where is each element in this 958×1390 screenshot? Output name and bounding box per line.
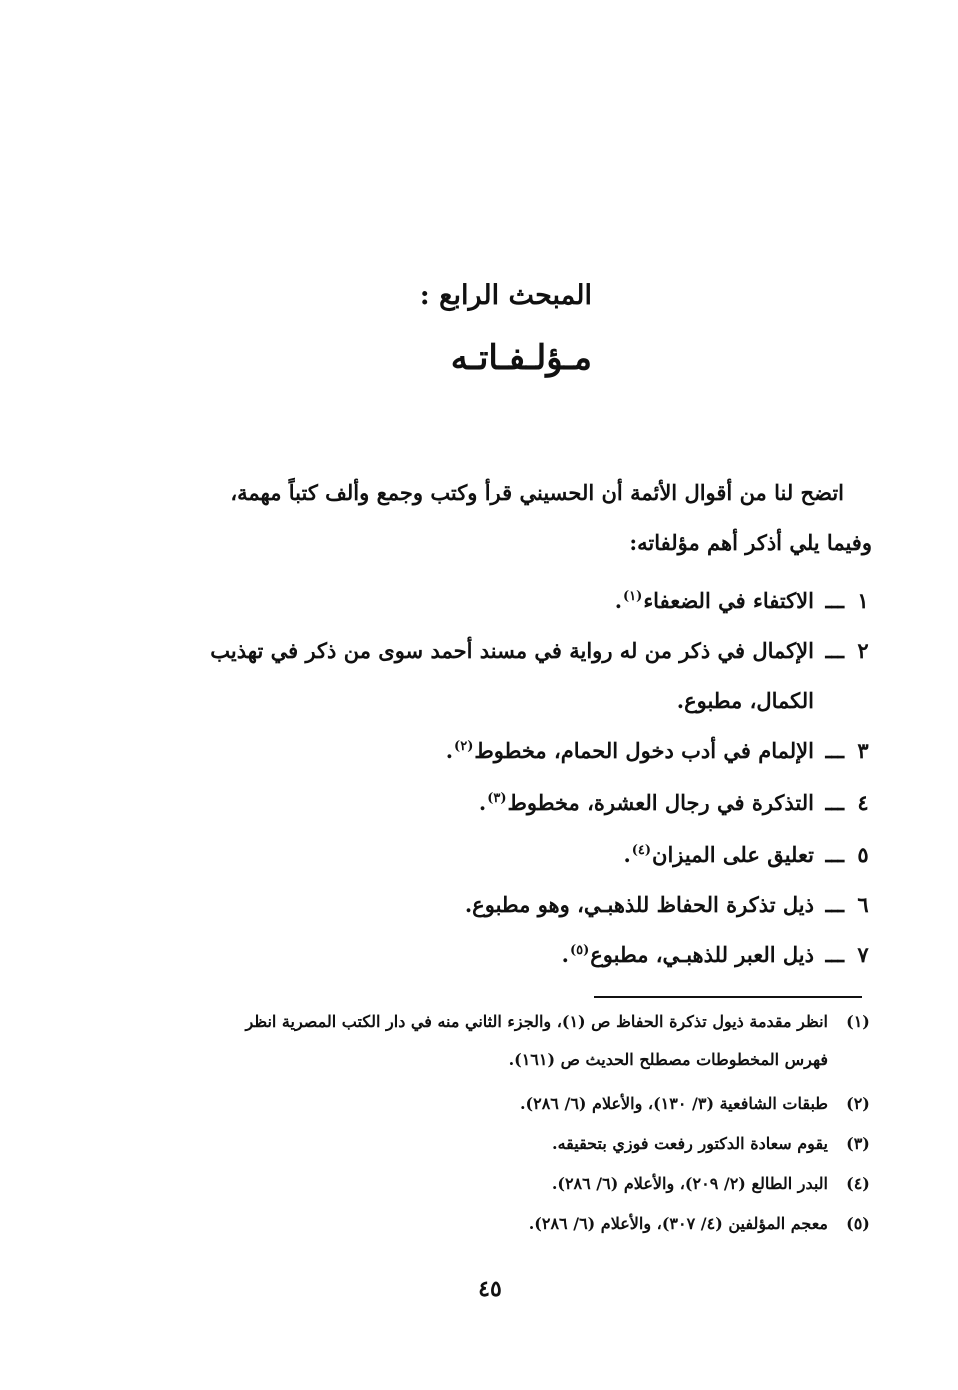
item-title: تعليق على الميزان [652,842,814,867]
footnote-text: طبقات الشافعية (٣/ ١٣٠)، والأعلام (٦/ ٢٨٦). [519,1094,828,1113]
item-number: ٣ [857,738,869,763]
item-number: ٤ [857,790,869,815]
footnote-number: (٣) [846,1134,870,1153]
item-number: ٧ [857,942,869,967]
item-title: ذيل العبر للذهبـي، مطبوع [590,942,814,967]
footnote-number: (٤) [846,1174,870,1193]
item-text: الإكمال في ذكر من له رواية في مسند أحمد سوى من ذكر في تهذيب [210,638,814,663]
item-dash: ـــ [825,638,844,663]
footnote-number: (٢) [846,1094,870,1113]
item-number: ٥ [857,842,869,867]
footnote-text: انظر مقدمة ذيول تذكرة الحفاظ ص (١)، والجزء الثاني منه في دار الكتب المصرية انظر [245,1012,828,1031]
footnote [126,1214,872,1248]
item-text [623,842,814,867]
item-text-continued: الكمال، مطبوع. [676,688,814,713]
item-dash: ـــ [825,842,844,867]
item-tail: . [623,842,631,867]
list-item [126,790,872,832]
footnote [126,1012,872,1069]
footnote-marker: (١) [623,589,643,604]
item-tail: . [478,790,487,815]
footnote [126,1174,872,1208]
item-number: ٢ [857,638,869,663]
footnote-text-continued: فهرس المخطوطات مصطلح الحديث ص (١٦١). [508,1050,828,1069]
footnote-marker: (٢) [454,739,474,754]
list-item [126,842,872,884]
item-tail: . [561,942,569,967]
footnote-marker: (٣) [487,791,507,806]
footnote-text: يقوم سعادة الدكتور رفعت فوزي بتحقيقه. [552,1134,828,1153]
intro-line-2: وفيما يلي أذكر أهم مؤلفاته: [629,530,872,555]
footnote-marker: (٤) [631,843,652,858]
list-item [126,588,872,630]
item-text [446,738,814,763]
item-dash: ـــ [825,738,844,763]
item-dash: ـــ [825,790,844,815]
item-dash: ـــ [825,892,844,917]
list-item [126,738,872,780]
item-title: التذكرة في رجال العشرة، مخطوط [507,790,814,815]
list-item-continuation [126,688,872,730]
item-dash: ـــ [825,588,844,613]
footnote-number: (٥) [846,1214,870,1233]
page-number: ٤٥ [478,1276,502,1302]
item-number: ١ [857,588,869,613]
item-text: ذيل تذكرة الحفاظ للذهبـي، وهو مطبوع. [464,892,814,917]
list-item [126,638,872,680]
footnote-text: معجم المؤلفين (٤/ ٣٠٧)، والأعلام (٦/ ٢٨٦). [528,1214,828,1233]
list-item [126,942,872,984]
footnote [126,1094,872,1128]
footnote [126,1134,872,1168]
footnote-separator [594,996,862,998]
item-title: الإلمام في أدب دخول الحمام، مخطوط [474,738,814,763]
footnote-number: (١) [846,1012,870,1031]
list-item [126,892,872,934]
item-dash: ـــ [825,942,844,967]
intro-line-1: اتضح لنا من أقوال الأئمة أن الحسيني قرأ وكتب وجمع وألف كتباً مهمة، [230,480,844,505]
item-text [562,942,814,967]
item-title: الاكتفاء في الضعفاء [643,588,814,613]
item-text [479,790,814,815]
section-title: مـؤلـفـاتـه [450,338,592,378]
section-heading: المبحث الرابع : [419,280,592,311]
item-tail: . [445,738,454,763]
footnote-marker: (٥) [569,943,590,958]
item-text [615,588,814,613]
item-tail: . [614,588,623,613]
item-number: ٦ [857,892,869,917]
footnote-text: البدر الطالع (٢/ ٢٠٩)، والأعلام (٦/ ٢٨٦). [551,1174,828,1193]
